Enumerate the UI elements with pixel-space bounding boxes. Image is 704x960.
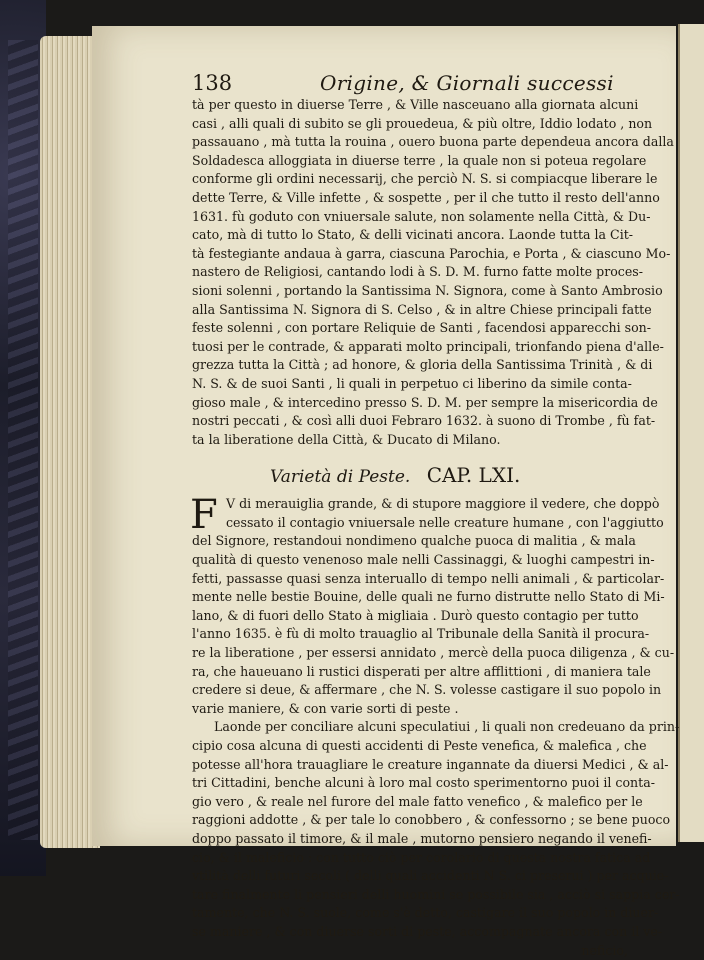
- catchword: neficio,: [581, 942, 628, 958]
- text-line: tà festegiante andaua à garra, ciascuna Parochia, e Porta , & ciascuno Mo-: [192, 245, 671, 261]
- text-line: ta la liberatione della Città, & Ducato di Milano.: [192, 431, 501, 447]
- text-line: nastero de Religiosi, cantando lodi à S. D. M. furno fatte molte proces-: [192, 264, 644, 280]
- drop-cap: F: [190, 492, 218, 539]
- text-line: cio, & il maleficio : con tutto ciò per corolario di questa nostra fatica ad: [192, 849, 651, 865]
- text-line: mente nelle bestie Bouine, delle quali ne furno distrutte nello Stato di Mi-: [192, 589, 665, 605]
- text-line: fetti, passasse quasi senza interuallo di tempo nelli animali , & particolar-: [192, 570, 665, 586]
- text-line: re la liberatione , per essersi annidato , mercè della puoca diligenza , & cu-: [192, 645, 675, 661]
- text-line: vtilità delli futuri secoli ( delli quali accidenti N S. ci preserui ) per acquie-: [192, 868, 669, 884]
- text-line: cessato il contagio vniuersale nelle creature humane , con l'aggiutto: [226, 514, 664, 530]
- text-line: del Signore, restandoui nondimeno qualche puoca di malitia , & mala: [192, 533, 636, 549]
- text-line: feste solenni , con portare Reliquie de Santi , facendosi apparecchi son-: [192, 320, 652, 336]
- text-line: ra, che haueuano li rustici disperati per altre afflittioni , di maniera tale: [192, 663, 651, 679]
- text-line: N. S. & de suoi Santi , li quali in perpetuo ci liberino da simile conta-: [192, 375, 632, 391]
- text-line: lano, & di fuori dello Stato à migliaia . Durò questo contagio per tutto: [192, 607, 639, 623]
- chapter-heading: [270, 463, 674, 489]
- text-line: tri Cittadini, benche alcuni à loro mal costo sperimentorno puoi il conta-: [192, 775, 655, 791]
- second-paragraph: [190, 492, 675, 718]
- text-line: V di merauiglia grande, & di stupore maggiore il vedere, che doppò: [226, 496, 660, 512]
- page-text: [190, 71, 680, 960]
- running-head: Origine, & Giornali successi: [320, 71, 614, 95]
- text-line: Laonde per conciliare alcuni speculatiui , li quali non credeuano da prin-: [214, 719, 680, 735]
- text-line: passauano , mà tutta la rouina , ouero buona parte dependeua ancora dalla: [192, 134, 674, 150]
- text-line: qualità di questo venenoso male nelli Cassinaggi, & luoghi campestri in-: [192, 552, 655, 568]
- page-number: 138: [192, 71, 233, 95]
- text-line: tuosi per le contrade, & apparati molto principali, trionfando piena d'alle-: [192, 338, 664, 354]
- text-line: grezza tutta la Città ; ad honore, & gloria della Santissima Trinità , & di: [192, 357, 653, 373]
- text-line: l'anno 1635. è fù di molto trauaglio al Tribunale della Sanità il procura-: [192, 626, 650, 642]
- text-line: conforme gli ordini necessarij, che perciò N. S. si compiacque liberare le: [192, 171, 658, 187]
- page-edges: [40, 36, 100, 848]
- text-line: credere si deue, & affermare , che N. S. volesse castigare il suo popolo in: [192, 682, 662, 698]
- facing-page-edge: [678, 24, 704, 842]
- text-line: 1631. fù goduto con vniuersale salute, non solamente nella Città, & Du-: [192, 208, 651, 224]
- text-line: alla Santissima N. Signora di S. Celso , & in altre Chiese principali fatte: [192, 301, 652, 317]
- text-line: tare finalmente li pensieri delli huomini se possibile sia , acciò si sappia cer-: [192, 886, 680, 902]
- text-line: sioni solenni , portando la Santissima N. Signora, come à Santo Ambrosio: [192, 282, 663, 298]
- text-line: dette Terre, & Ville infette , & sospette , per il che tutto il resto dell'anno: [192, 189, 660, 205]
- third-paragraph: [192, 718, 680, 960]
- text-line: cipio cosa alcuna di questi accidenti di Peste venefica, & malefica , che: [192, 738, 647, 753]
- chapter-title: Varietà di Peste.: [270, 467, 411, 488]
- first-paragraph: [192, 96, 674, 449]
- text-line: se maniere , & con diuerse sorti di peste, accompagnate ancora con il ve-: [192, 923, 663, 939]
- text-line: nostri peccati , & così alli duoi Febraro 1632. à suono di Trombe , fù fat-: [192, 413, 656, 429]
- text-line: raggioni addotte , & per tale lo conobbero , & confessorno ; se bene puoco: [192, 812, 671, 828]
- chapter-number: CAP. LXI.: [426, 463, 521, 488]
- text-line: potesse all'hora trauagliare le creature ingannate da diuersi Medici , & al-: [192, 756, 669, 772]
- text-line: gioso male , & intercedino presso S. D. M. per sempre la misericordia de: [192, 394, 658, 410]
- text-line: doppo passato il timore, & il male , mutorno pensiero negando il venefi-: [192, 830, 652, 846]
- page-header: [192, 72, 674, 96]
- text-line: gio vero , & reale nel furore del male fatto venefico , & malefico per le: [192, 793, 643, 809]
- text-line: casi , alli quali di subito se gli prouedeua, & più oltre, Iddio lodato , non: [192, 115, 653, 131]
- text-line: Soldadesca alloggiata in diuerse terre , la quale non si poteua regolare: [192, 152, 647, 168]
- text-line: cato, mà di tutto lo Stato, & delli vicinati ancora. Laonde tutta la Cit-: [192, 227, 634, 243]
- text-line: tà per questo in diuerse Terre , & Ville nasceuano alla giornata alcuni: [192, 97, 639, 112]
- text-line: varie maniere, & con varie sorti di peste .: [192, 700, 459, 716]
- text-line: tamente, che N. S. suole, come s'è detto, castigare il suo popolo in diuer-: [192, 905, 659, 921]
